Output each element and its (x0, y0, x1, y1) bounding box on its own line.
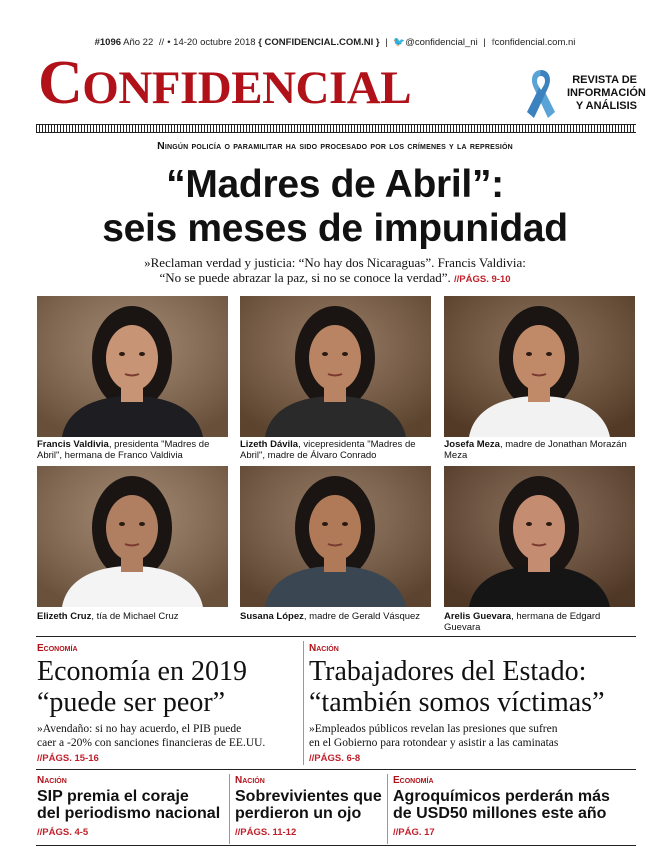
website-label[interactable]: { CONFIDENCIAL.COM.NI } (258, 37, 380, 48)
portrait-description: , presidenta "Madres de Abril", hermana de Franco Valdivia (37, 439, 210, 461)
bottom-divider (36, 845, 636, 846)
twitter-icon: 🐦 (393, 37, 406, 48)
portrait-photo (444, 296, 635, 437)
issue-line: #1096 Año 22 // • 14-20 octubre 2018 { CONFIDENCIAL.COM.NI } | 🐦@confidencial_ni | fconfidencial.com.ni (94, 37, 576, 48)
portrait-name: Lizeth Dávila (240, 439, 299, 450)
lead-kicker: Ningún policía o paramilitar ha sido procesado por los crímenes y la represión (157, 140, 513, 152)
masthead (36, 49, 646, 124)
brief-1-headline[interactable]: SIP premia el coraje del periodismo nacional (37, 788, 221, 822)
brief-2-section: Nación (235, 775, 265, 786)
portrait-photo (444, 466, 635, 607)
portrait-caption (240, 439, 431, 461)
ribbon-icon (524, 68, 558, 124)
nacion-pages[interactable]: //PÁGS. 6-8 (309, 753, 361, 764)
brief-3-section: Economía (393, 775, 434, 786)
lead-headline[interactable]: “Madres de Abril”: seis meses de impunidad (102, 163, 568, 250)
portrait-name: Francis Valdivia (37, 439, 109, 450)
section-divider (36, 636, 636, 637)
issue-number: #1096 (94, 37, 122, 48)
masthead-divider (36, 124, 636, 133)
lead-subhead: »Reclaman verdad y justicia: “No hay dos Nicaraguas”. Francis Valdivia: “No se puede abrazar la paz, si no se conoce la verdad”. //PÁGS. 9-10 (144, 255, 526, 285)
portrait-name: Josefa Meza (444, 439, 500, 450)
portrait-photo (37, 466, 228, 607)
briefs-divider (36, 769, 636, 770)
portrait-photo (240, 466, 431, 607)
portrait-photo (240, 296, 431, 437)
portrait-description: , madre de Gerald Vásquez (303, 611, 421, 622)
portrait-caption (444, 439, 635, 461)
economia-section-label: Economía (37, 643, 78, 654)
lead-pages[interactable]: //PÁGS. 9-10 (454, 274, 511, 285)
portrait-name: Arelis Guevara (444, 611, 512, 622)
column-divider (303, 641, 304, 765)
twitter-handle[interactable]: @confidencial_ni (405, 37, 478, 48)
brief-2-pages[interactable]: //PÁGS. 11-12 (235, 827, 297, 838)
portrait-caption (37, 439, 228, 461)
facebook-page[interactable]: confidencial.com.ni (494, 37, 576, 48)
brief-divider-2 (387, 774, 388, 844)
economia-pages[interactable]: //PÁGS. 15-16 (37, 753, 99, 764)
brief-3-headline[interactable]: Agroquímicos perderán más de USD50 millones este año (393, 788, 610, 822)
portrait-name: Susana López (240, 611, 304, 622)
portrait-photo (37, 296, 228, 437)
portrait-name: Elizeth Cruz (37, 611, 92, 622)
brief-divider-1 (229, 774, 230, 844)
facebook-icon: f (491, 37, 495, 48)
economia-summary: »Avendaño: si no hay acuerdo, el PIB puede caer a -20% con sanciones financieras de EE.UU. (37, 723, 266, 749)
logo[interactable]: CONFIDENCIAL (38, 49, 412, 117)
portrait-description: , madre de Jonathan Morazán Meza (444, 439, 627, 461)
portrait-caption (444, 611, 635, 633)
brief-1-section: Nación (37, 775, 67, 786)
portrait-description: , tía de Michael Cruz (91, 611, 179, 622)
portrait-caption (37, 611, 228, 622)
issue-dates: 14-20 octubre 2018 (173, 37, 256, 48)
brief-2-headline[interactable]: Sobrevivientes que perdieron un ojo (235, 788, 382, 822)
tagline: REVISTA DE INFORMACIÓN Y ANÁLISIS (567, 74, 646, 112)
nacion-summary: »Empleados públicos revelan las presiones que sufren en el Gobierno para rotondear y asistir a las caminatas (309, 723, 559, 749)
issue-year: Año 22 (123, 37, 154, 48)
portrait-description: , hermana de Edgard Guevara (444, 611, 601, 633)
portrait-description: , vicepresidenta "Madres de Abril", madre de Álvaro Conrado (240, 439, 416, 461)
portrait-caption (240, 611, 431, 622)
economia-headline[interactable]: Economía en 2019 “puede ser peor” (37, 656, 247, 718)
brief-1-pages[interactable]: //PÁGS. 4-5 (37, 827, 89, 838)
nacion-section-label: Nación (309, 643, 339, 654)
nacion-headline[interactable]: Trabajadores del Estado: “también somos víctimas” (309, 656, 605, 718)
brief-3-pages[interactable]: //PÁG. 17 (393, 827, 435, 838)
